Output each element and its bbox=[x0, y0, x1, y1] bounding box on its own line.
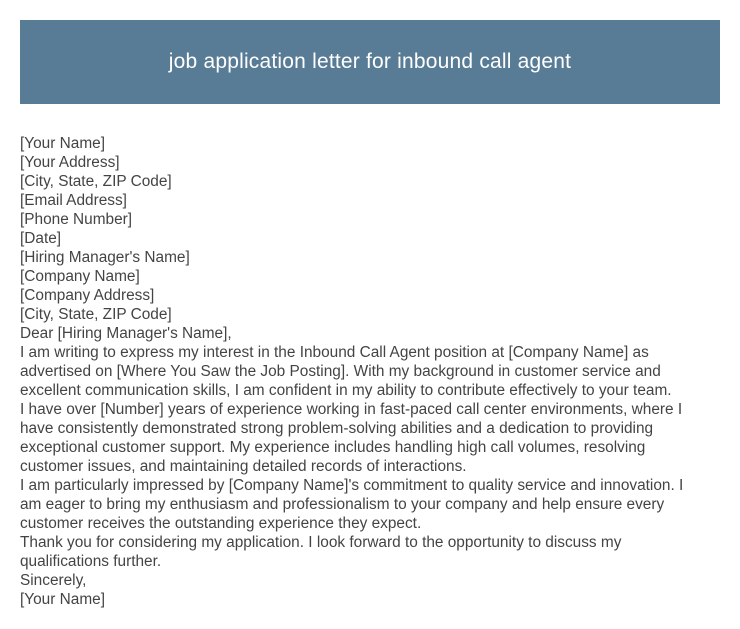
recipient-manager: [Hiring Manager's Name] bbox=[20, 249, 190, 266]
sender-city-state-zip: [City, State, ZIP Code] bbox=[20, 173, 172, 190]
paragraph-line: I am writing to express my interest in the Inbound Call Agent position at [Company Name] as bbox=[20, 344, 649, 361]
sender-name: [Your Name] bbox=[20, 135, 105, 152]
closing: Sincerely, bbox=[20, 572, 87, 589]
paragraph-line: have consistently demonstrated strong problem-solving abilities and a dedication to providing bbox=[20, 420, 654, 437]
salutation: Dear [Hiring Manager's Name], bbox=[20, 325, 232, 342]
letter-body bbox=[20, 134, 720, 609]
title-banner bbox=[20, 20, 720, 104]
sender-address: [Your Address] bbox=[20, 154, 120, 171]
paragraph-line: am eager to bring my enthusiasm and professionalism to your company and help ensure every bbox=[20, 496, 665, 513]
paragraph-line: I am particularly impressed by [Company Name]'s commitment to quality service and innovation. I bbox=[20, 477, 684, 494]
sender-phone: [Phone Number] bbox=[20, 211, 133, 228]
paragraph-line: qualifications further. bbox=[20, 553, 162, 570]
signature-name: [Your Name] bbox=[20, 591, 105, 608]
paragraph-line: customer issues, and maintaining detailed records of interactions. bbox=[20, 458, 467, 475]
paragraph-line: exceptional customer support. My experience includes handling high call volumes, resolving bbox=[20, 439, 646, 456]
letter-date: [Date] bbox=[20, 230, 62, 247]
paragraph-experience bbox=[20, 400, 720, 476]
sender-email: [Email Address] bbox=[20, 192, 127, 209]
paragraph-line: excellent communication skills, I am confident in my ability to contribute effectively to your team. bbox=[20, 382, 672, 399]
recipient-company: [Company Name] bbox=[20, 268, 140, 285]
recipient-city-state-zip: [City, State, ZIP Code] bbox=[20, 306, 172, 323]
paragraph-company-fit bbox=[20, 476, 720, 533]
paragraph-line: I have over [Number] years of experience working in fast-paced call center environments, where I bbox=[20, 401, 683, 418]
paragraph-thanks bbox=[20, 533, 720, 571]
paragraph-line: Thank you for considering my application. I look forward to the opportunity to discuss my bbox=[20, 534, 622, 551]
page-title: job application letter for inbound call agent bbox=[168, 50, 572, 73]
paragraph-interest bbox=[20, 343, 720, 400]
paragraph-line: customer receives the outstanding experience they expect. bbox=[20, 515, 422, 532]
recipient-address: [Company Address] bbox=[20, 287, 155, 304]
paragraph-line: advertised on [Where You Saw the Job Posting]. With my background in customer service and bbox=[20, 363, 661, 380]
